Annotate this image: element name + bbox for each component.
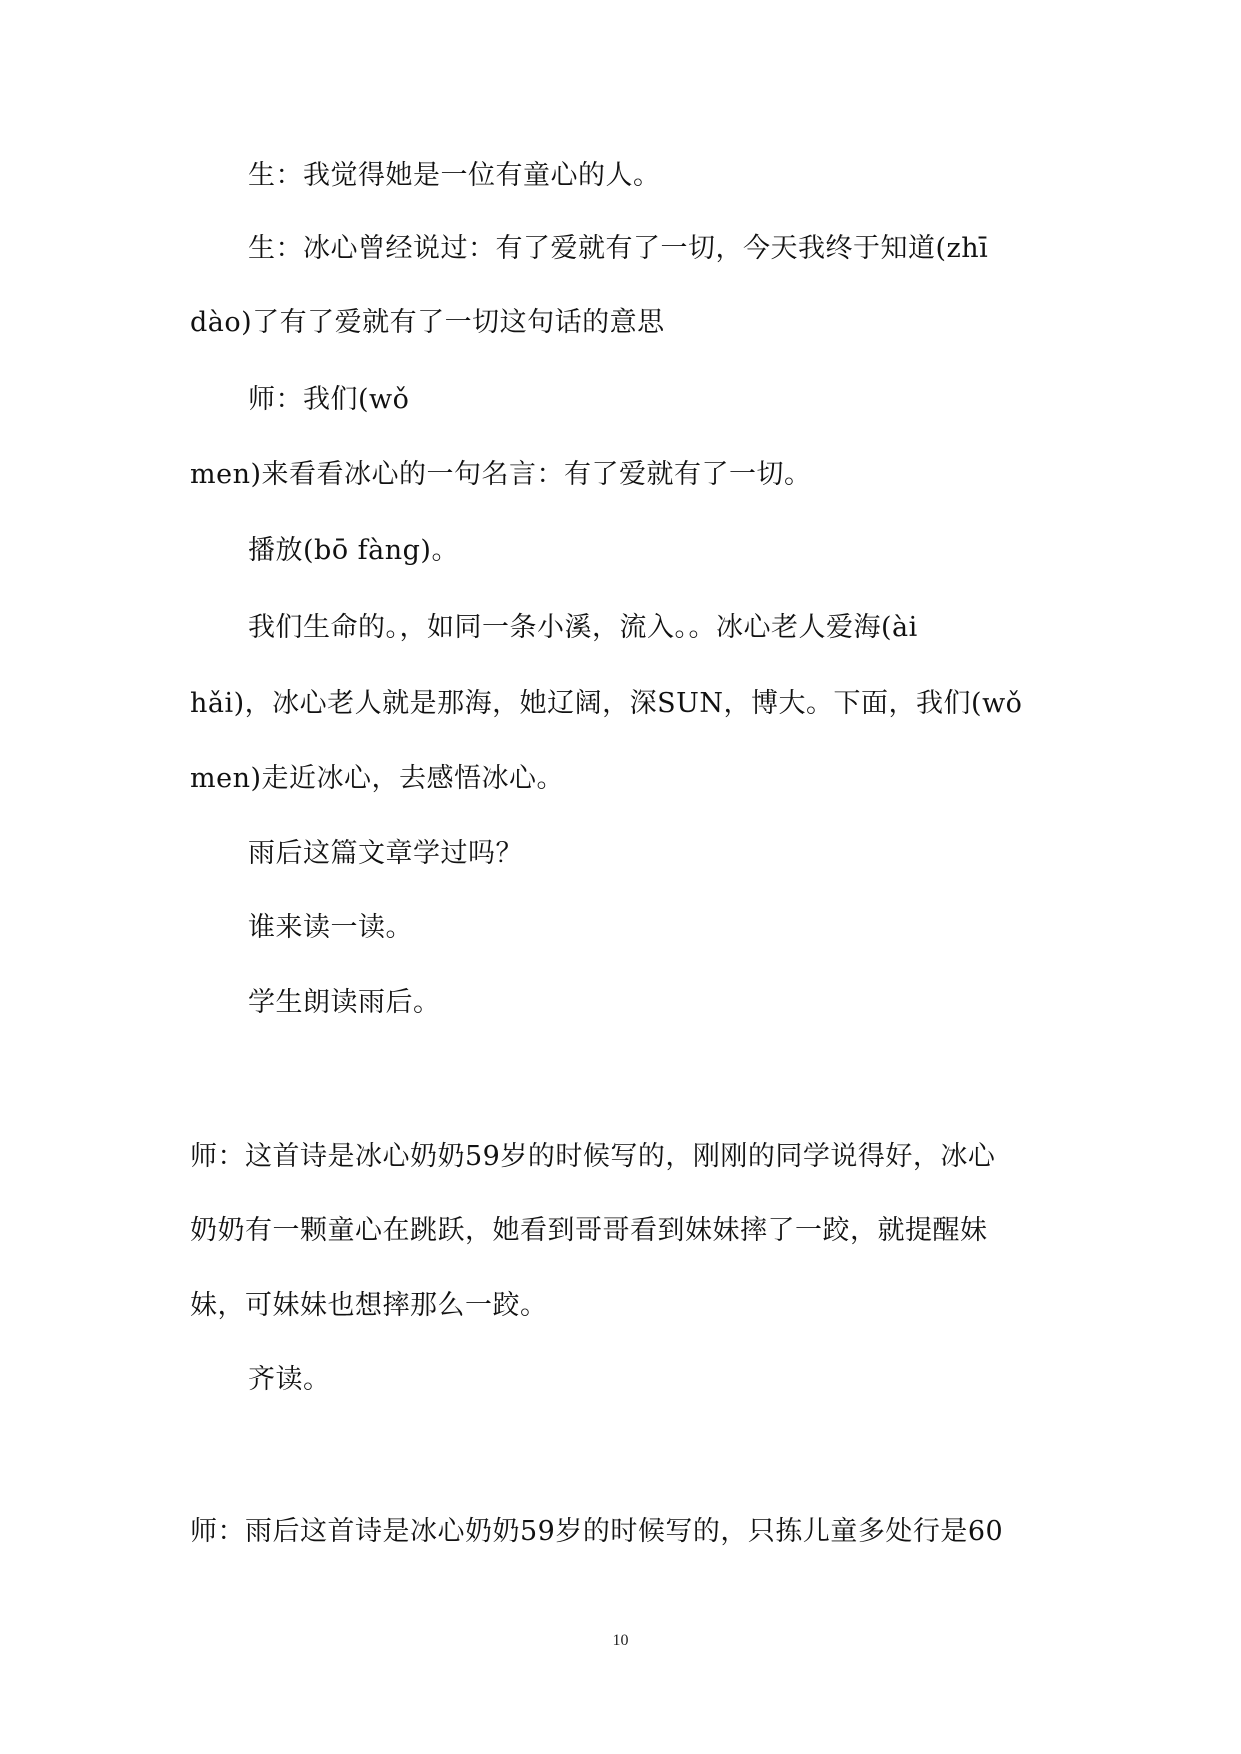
page-number: 10: [612, 1632, 629, 1649]
paragraph-line: 我们生命的。，如同一条小溪，流入。。冰心老人爱海(ài: [248, 612, 918, 643]
paragraph-line: 生：我觉得她是一位有童心的人。: [248, 160, 661, 191]
paragraph-line: 学生朗读雨后。: [248, 987, 441, 1018]
paragraph-line: 师：这首诗是冰心奶奶59岁的时候写的，刚刚的同学说得好，冰心: [190, 1141, 996, 1172]
paragraph-line: 奶奶有一颗童心在跳跃，她看到哥哥看到妹妹摔了一跤，就提醒妹: [190, 1215, 988, 1246]
paragraph-line: 谁来读一读。: [248, 912, 413, 943]
paragraph-line: 齐读。: [248, 1364, 331, 1395]
paragraph-line: hǎi)，冰心老人就是那海，她辽阔，深SUN，博大。下面，我们(wǒ: [190, 688, 1023, 719]
paragraph-line: men)走近冰心，去感悟冰心。: [190, 763, 565, 794]
paragraph-line: 师：雨后这首诗是冰心奶奶59岁的时候写的，只拣儿童多处行是60: [190, 1516, 1004, 1547]
paragraph-line: 播放(bō fàng)。: [248, 535, 459, 566]
paragraph-line: 妹，可妹妹也想摔那么一跤。: [190, 1290, 548, 1321]
paragraph-line: dào)了有了爱就有了一切这句话的意思: [190, 307, 665, 338]
paragraph-line: 师：我们(wǒ: [248, 384, 410, 415]
paragraph-line: men)来看看冰心的一句名言：有了爱就有了一切。: [190, 459, 812, 490]
paragraph-line: 雨后这篇文章学过吗？: [248, 838, 523, 869]
paragraph-line: 生：冰心曾经说过：有了爱就有了一切，今天我终于知道(zhī: [248, 233, 989, 264]
